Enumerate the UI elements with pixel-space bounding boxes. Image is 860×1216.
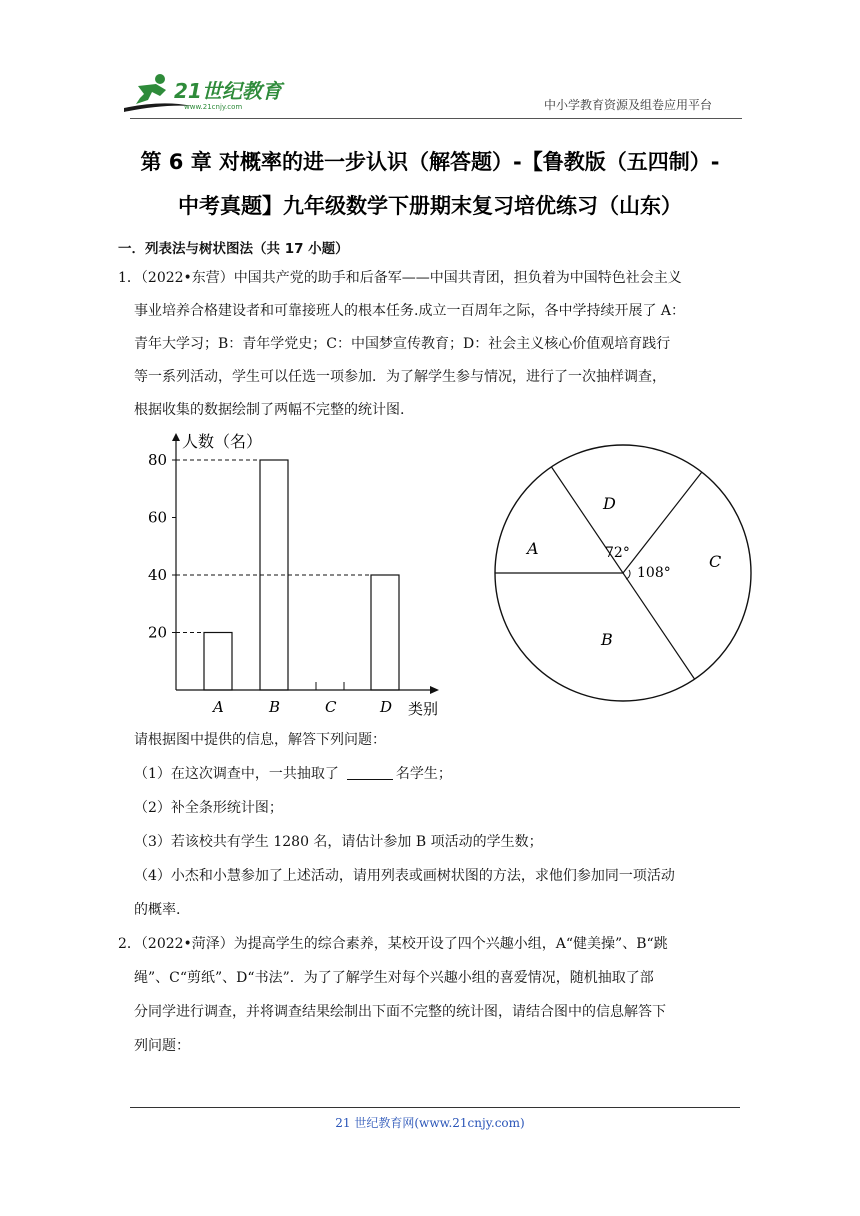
x-tick-label: B	[269, 698, 281, 716]
bar	[371, 575, 399, 690]
q1-sub2: （2）补全条形统计图；	[134, 800, 283, 816]
pie-divider	[623, 573, 695, 679]
q1-sub3: （3）若该校共有学生 1280 名，请估计参加 B 项活动的学生数；	[134, 834, 543, 850]
x-axis-arrow	[430, 686, 439, 694]
x-axis-label: 类别	[408, 700, 439, 718]
pie-slice-label: D	[603, 494, 616, 513]
footer-source: 21 世纪教育网(www.21cnjy.com)	[335, 1116, 525, 1130]
q1-sub4: （4）小杰和小慧参加了上述活动，请用列表或画树状图的方法，求他们参加同一项活动	[134, 868, 675, 884]
y-tick-label: 80	[148, 451, 168, 469]
footer-divider	[130, 1107, 740, 1108]
q1-prompt: 请根据图中提供的信息，解答下列问题：	[134, 732, 386, 748]
bar-chart	[140, 425, 460, 725]
y-tick-label: 20	[148, 623, 168, 642]
q2-line: 绳”、C“剪纸”、D“书法”．为了了解学生对每个兴趣小组的喜爱情况，随机抽取了部	[134, 970, 654, 986]
angle-label-c: 108°	[637, 565, 671, 581]
q1-line: 事业培养合格建设者和可靠接班人的根本任务.成立一百周年之际，各中学持续开展了 A：	[134, 303, 686, 319]
q1-line: 根据收集的数据绘制了两幅不完整的统计图.	[134, 402, 405, 418]
q1-sub1-tail: 名学生；	[395, 766, 452, 782]
platform-label: 中小学教育资源及组卷应用平台	[543, 98, 712, 112]
document-title-line-1: 第 6 章 对概率的进一步认识（解答题）-【鲁教版（五四制）-	[140, 150, 720, 174]
pie-slice-label: A	[527, 539, 539, 558]
runner-logo-icon	[122, 70, 302, 114]
q1-line: 等一系列活动，学生可以任选一项参加．为了解学生参与情况，进行了一次抽样调查，	[134, 369, 666, 385]
y-tick-label: 40	[148, 566, 168, 584]
document-title-line-2: 中考真题】九年级数学下册期末复习培优练习（山东）	[178, 194, 682, 218]
x-tick-label: A	[213, 698, 224, 716]
site-logo	[122, 70, 302, 114]
pie-divider	[623, 472, 702, 573]
q1-sub4-cont: 的概率.	[134, 902, 181, 918]
header-divider	[130, 118, 742, 119]
answer-blank[interactable]	[347, 765, 393, 780]
q2-line: 分同学进行调查，并将调查结果绘制出下面不完整的统计图，请结合图中的信息解答下	[134, 1004, 666, 1020]
angle-label-d: 72°	[605, 545, 630, 561]
y-axis-arrow	[172, 433, 180, 441]
y-tick-label: 60	[148, 508, 168, 527]
q1-sub1-text: （1）在这次调查中，一共抽取了	[134, 766, 339, 782]
pie-chart	[485, 437, 761, 713]
x-tick-label: D	[380, 698, 393, 716]
q2-line: 列问题：	[134, 1038, 190, 1054]
q2-line: 2．（2022•菏泽）为提高学生的综合素养，某校开设了四个兴趣小组，A“健美操”、B“跳	[118, 936, 668, 952]
logo-url: www.21cnjy.com	[184, 103, 243, 111]
bar	[204, 633, 232, 691]
q1-sub1	[134, 764, 452, 784]
pie-slice-label: C	[709, 552, 722, 571]
logo-text: 21世纪教育	[174, 79, 282, 103]
y-axis-label: 人数（名）	[182, 432, 263, 451]
x-tick-label: C	[325, 698, 337, 716]
section-heading: 一．列表法与树状图法（共 17 小题）	[118, 241, 349, 257]
q1-line: 1．（2022•东营）中国共产党的助手和后备军——中国共青团，担负着为中国特色社会主义	[118, 270, 682, 286]
q1-line: 青年大学习；B：青年学党史；C：中国梦宣传教育；D：社会主义核心价值观培育践行	[134, 336, 671, 352]
pie-slice-label: B	[601, 630, 613, 649]
